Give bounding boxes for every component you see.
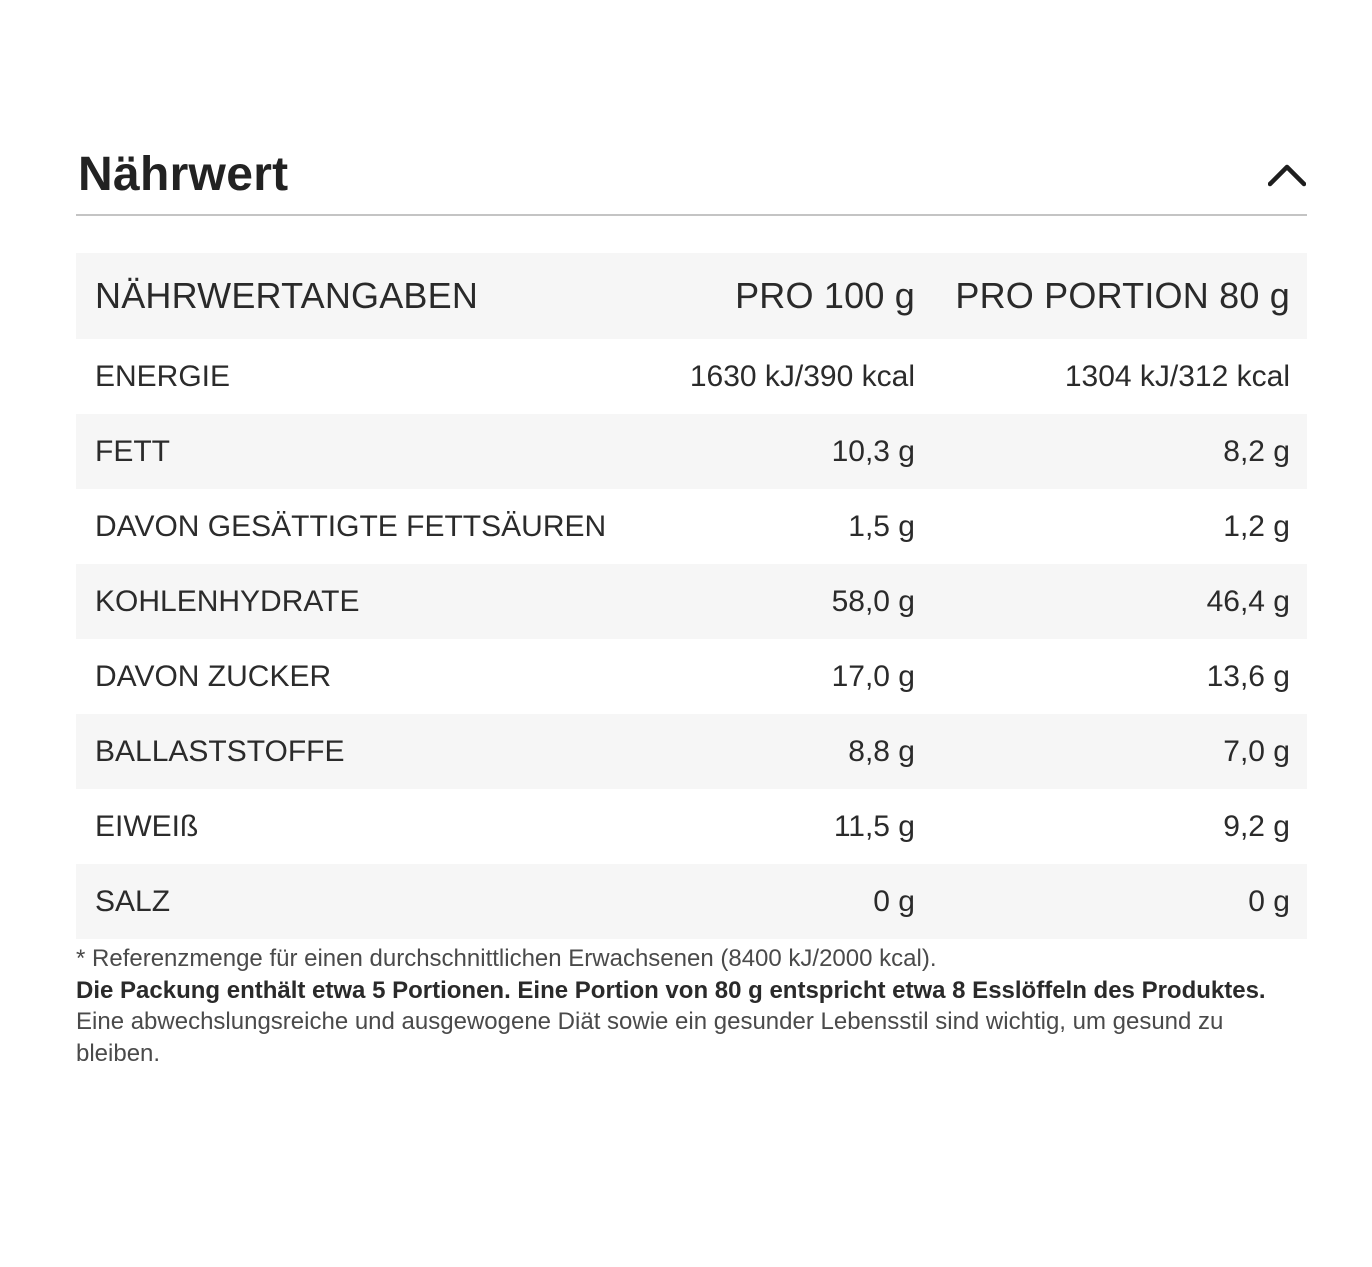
value-per-100g: 0 g <box>873 884 915 918</box>
nutrient-name: EIWEIß <box>95 809 199 843</box>
value-per-portion: 46,4 g <box>1206 584 1290 618</box>
table-row <box>76 564 1307 639</box>
value-per-portion: 0 g <box>1248 884 1290 918</box>
column-header-per-portion: PRO PORTION 80 g <box>955 275 1290 316</box>
nutrient-name: DAVON ZUCKER <box>95 659 332 693</box>
nutrient-name: FETT <box>95 434 170 468</box>
reference-note: * Referenzmenge für einen durchschnittlichen Erwachsenen (8400 kJ/2000 kcal). <box>76 945 937 972</box>
section-title: Nährwert <box>78 147 289 201</box>
value-per-portion: 1304 kJ/312 kcal <box>1064 359 1290 393</box>
value-per-100g: 17,0 g <box>831 659 915 693</box>
nutrient-name: DAVON GESÄTTIGTE FETTSÄUREN <box>95 509 607 543</box>
value-per-portion: 7,0 g <box>1223 734 1290 768</box>
column-header-per-100g: PRO 100 g <box>735 275 915 316</box>
nutrient-name: KOHLENHYDRATE <box>95 584 360 618</box>
table-row <box>76 639 1307 714</box>
value-per-portion: 8,2 g <box>1223 434 1290 468</box>
column-header-nutrient: NÄHRWERTANGABEN <box>95 275 479 316</box>
nutrient-name: BALLASTSTOFFE <box>95 734 345 768</box>
value-per-100g: 58,0 g <box>831 584 915 618</box>
value-per-100g: 11,5 g <box>833 809 915 843</box>
table-row <box>76 414 1307 489</box>
portion-info: Die Packung enthält etwa 5 Portionen. Eine Portion von 80 g entspricht etwa 8 Esslöffeln des Produktes. <box>76 976 1266 1004</box>
value-per-100g: 10,3 g <box>831 434 915 468</box>
table-row <box>76 789 1307 864</box>
value-per-portion: 9,2 g <box>1223 809 1290 843</box>
nutrient-name: ENERGIE <box>95 359 231 393</box>
table-row <box>76 864 1307 939</box>
nutrition-notes <box>76 943 1276 1069</box>
nutrition-accordion-header[interactable] <box>76 140 1307 216</box>
value-per-portion: 1,2 g <box>1223 509 1290 543</box>
nutrition-table <box>76 253 1307 939</box>
value-per-100g: 8,8 g <box>848 734 915 768</box>
table-row <box>76 714 1307 789</box>
value-per-100g: 1,5 g <box>848 509 915 543</box>
diet-advice: Eine abwechslungsreiche und ausgewogene Diät sowie ein gesunder Lebensstil sind wichtig, um gesund zu bleiben. <box>76 1008 1224 1067</box>
nutrient-name: SALZ <box>95 884 171 918</box>
nutrition-panel <box>76 140 1307 1069</box>
value-per-portion: 13,6 g <box>1206 659 1290 693</box>
value-per-100g: 1630 kJ/390 kcal <box>689 359 915 393</box>
chevron-up-icon[interactable] <box>1267 155 1307 195</box>
table-row <box>76 489 1307 564</box>
table-header-row <box>76 253 1307 339</box>
table-row <box>76 339 1307 414</box>
